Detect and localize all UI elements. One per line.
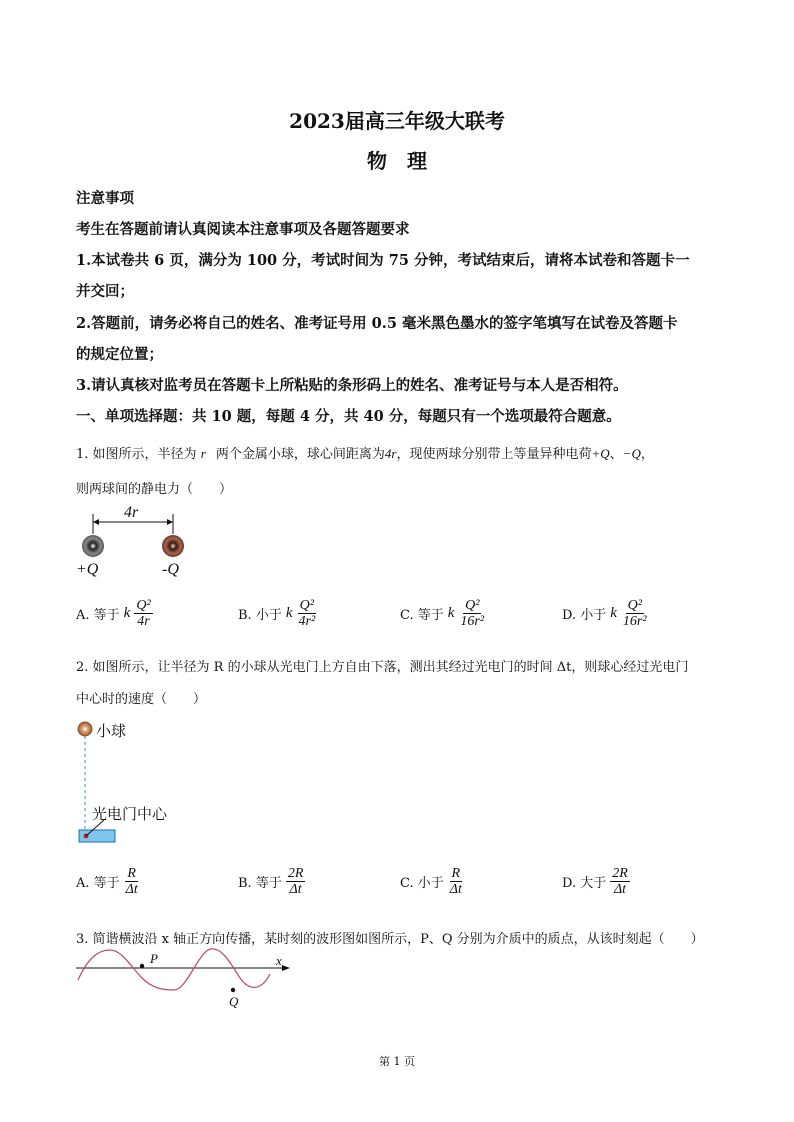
right-ball [162, 535, 184, 557]
q2-option-d[interactable]: D. 大于 $\frac{2R}{\Delta t}$ [562, 866, 628, 898]
notice-heading: 注意事项 [76, 190, 134, 207]
section-heading: 一、单项选择题：共 10 题，每题 4 分，共 40 分，每题只有一个选项最符合题意。 [76, 408, 621, 425]
q1-distance-label: 4r [124, 504, 139, 521]
question-2-line2: 中心时的速度（ ） [76, 692, 207, 707]
notice-item2-cont: 的规定位置； [76, 346, 163, 363]
gate-label: 光电门中心 [92, 806, 168, 823]
q1-option-b[interactable]: B. 小于 k $\frac{\text{Q²}}{\text{4r²}}$ [238, 598, 316, 630]
q2-figure [72, 716, 202, 848]
page-number: 第 1 页 [379, 1055, 415, 1068]
notice-item3: 3.请认真核对监考员在答题卡上所粘贴的条形码上的姓名、准考证号与本人是否相符。 [76, 377, 628, 394]
q2-option-c[interactable]: C. 小于 $\frac{R}{\Delta t}$ [400, 866, 462, 898]
ball-label: 小球 [96, 723, 127, 740]
q1-option-c[interactable]: C. 等于 k $\frac{\text{Q²}}{\text{16r²}}$ [400, 598, 485, 630]
q1-right-charge: -Q [162, 561, 179, 578]
exam-title: 2023届高三年级大联考 [289, 109, 505, 133]
question-3-text: 3. 简谐横波沿 x 轴正方向传播，某时刻的波形图如图所示，P、Q 分别为介质中的质点，从该时刻起（ ） [76, 932, 704, 947]
q1-left-charge: +Q [76, 561, 99, 578]
notice-item2: 2.答题前，请务必将自己的姓名、准考证号用 0.5 毫米黑色墨水的签字笔填写在试卷及答题卡 [76, 315, 678, 332]
q3-wave-figure [74, 948, 294, 1016]
notice-intro: 考生在答题前请认真阅读本注意事项及各题答题要求 [76, 221, 410, 238]
left-ball [82, 535, 104, 557]
subject-title: 物 理 [367, 149, 427, 173]
q2-option-a[interactable]: A. 等于 $\frac{R}{\Delta t}$ [76, 866, 138, 898]
point-q [231, 988, 235, 992]
small-ball [78, 722, 92, 736]
p-label: P [150, 951, 158, 966]
var-r: r [200, 446, 206, 461]
q-label: Q [229, 994, 239, 1009]
q2-option-b[interactable]: B. 等于 $\frac{2R}{\Delta t}$ [238, 866, 304, 898]
q1-option-d[interactable]: D. 小于 k $\frac{\text{Q²}}{\text{16r²}}$ [562, 598, 647, 630]
q1-option-a[interactable]: A. 等于 k $\frac{\text{Q²}}{4r}$ [76, 598, 151, 630]
question-2-text: 2. 如图所示，让半径为 R 的小球从光电门上方自由下落，测出其经过光电门的时间 Δt，则球心经过光电门 [76, 660, 689, 675]
notice-item1: 1.本试卷共 6 页，满分为 100 分，考试时间为 75 分钟，考试结束后，请将本试卷和答题卡一 [76, 252, 690, 269]
wave-curve [78, 949, 270, 990]
question-1-text: 1. 如图所示，半径为 r 两个金属小球，球心间距离为4r，现使两球分别带上等量异种电荷+Q、−Q， [76, 446, 654, 462]
x-label: x [276, 953, 282, 968]
question-1-line2: 则两球间的静电力（ ） [76, 482, 233, 497]
point-p [140, 964, 144, 968]
notice-item1-cont: 并交回； [76, 283, 134, 300]
